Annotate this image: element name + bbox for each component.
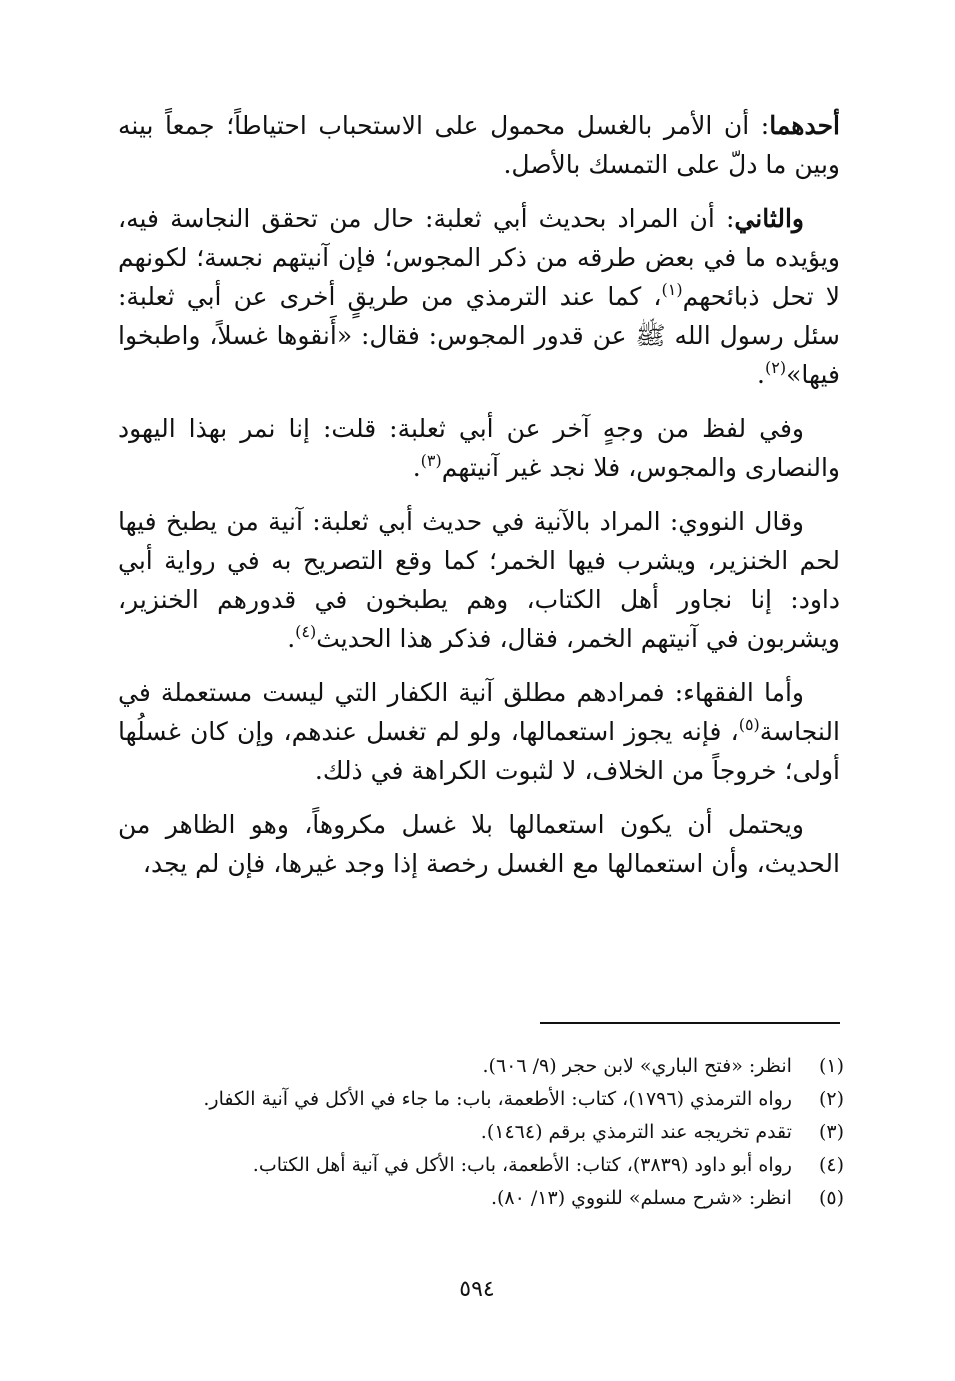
paragraph-4 (118, 502, 840, 658)
paragraph-text: وفي لفظ من وجهٍ آخر عن أبي ثعلبة: قلت: إنا نمر بهذا اليهود والنصارى والمجوس، فلا نجد غير آنيتهم (118, 414, 840, 482)
paragraph-text: . (412, 453, 421, 482)
main-text (118, 106, 840, 898)
footnotes (118, 1050, 844, 1215)
footnote-text: رواه أبو داود (٣٨٣٩)، كتاب: الأطعمة، باب: الأكل في آنية أهل الكتاب. (252, 1154, 792, 1176)
footnote-number: (٤) (818, 1154, 844, 1176)
footnote-ref: (١) (661, 280, 683, 299)
footnote-ref: (٥) (738, 715, 760, 734)
footnote-item (118, 1149, 844, 1182)
footnote-number: (١) (818, 1055, 844, 1077)
footnote-item (118, 1116, 844, 1149)
paragraph-text: : أن المراد بحديث أبي ثعلبة: حال من تحقق النجاسة فيه، ويؤيده ما في بعض طرقه من ذكر المجوس؛ فإن آنيتهم نجسة؛ لكونهم لا تحل ذبائحهم (118, 204, 840, 311)
paragraph-text: . (287, 624, 296, 653)
page-number: ٥٩٤ (459, 1277, 495, 1302)
paragraph-text: ، كما عند الترمذي من طريقٍ أخرى عن أبي ثعلبة: سئل رسول الله ﷺ عن قدور المجوس: فقال: «أَنقوها غسلاً، واطبخوا فيها» (118, 282, 840, 389)
footnote-item (118, 1050, 844, 1083)
paragraph-text: : أن الأمر بالغسل محمول على الاستحباب احتياطاً؛ جمعاً بينه وبين ما دلّ على التمسك بالأصل. (118, 111, 840, 179)
footnote-text: رواه الترمذي (١٧٩٦)، كتاب: الأطعمة، باب: ما جاء في الأكل في آنية الكفار. (203, 1088, 792, 1110)
paragraph-text: وأما الفقهاء: فمرادهم مطلق آنية الكفار التي ليست مستعملة في النجاسة (118, 678, 840, 746)
footnote-ref: (٢) (764, 358, 787, 377)
paragraph-6 (118, 805, 840, 883)
paragraph-5 (118, 673, 840, 790)
paragraph-3 (118, 409, 840, 487)
footnote-text: تقدم تخريجه عند الترمذي برقم (١٤٦٤). (480, 1121, 792, 1143)
footnote-number: (٥) (818, 1187, 844, 1209)
paragraph-2 (118, 199, 840, 394)
footnote-divider (540, 1022, 840, 1024)
footnote-ref: (٤) (295, 622, 317, 641)
footnote-item (118, 1083, 844, 1116)
footnote-number: (٣) (818, 1121, 844, 1143)
paragraph-text: وقال النووي: المراد بالآنية في حديث أبي ثعلبة: آنية من يطبخ فيها لحم الخنزير، ويشرب فيها الخمر؛ كما وقع التصريح به في رواية أبي داود: إنا نجاور أهل الكتاب، وهم يطبخون في قدورهم الخنزير، ويشربون في آنيتهم الخمر، فقال، فذكر هذا الحديث (118, 507, 840, 653)
footnote-number: (٢) (818, 1088, 844, 1110)
footnote-text: انظر: «شرح مسلم» للنووي (١٣/ ٨٠). (490, 1187, 792, 1209)
footnote-ref: (٣) (420, 451, 442, 470)
paragraph-text: ويحتمل أن يكون استعمالها بلا غسل مكروهاً، وهو الظاهر من الحديث، وأن استعمالها مع الغسل رخصة إذا وجد غيرها، فإن لم يجد، (118, 810, 840, 878)
paragraph-lead: أحدهما (769, 111, 840, 140)
paragraph-text: . (757, 360, 765, 389)
footnote-text: انظر: «فتح الباري» لابن حجر (٩/ ٦٠٦). (482, 1055, 792, 1077)
paragraph-1 (118, 106, 840, 184)
footnote-item (118, 1182, 844, 1215)
paragraph-text: ، فإنه يجوز استعمالها، ولو لم تغسل عندهم، وإن كان غسلُها أولى؛ خروجاً من الخلاف، لا لثبوت الكراهة في ذلك. (118, 717, 840, 785)
paragraph-lead: والثاني (734, 204, 804, 233)
